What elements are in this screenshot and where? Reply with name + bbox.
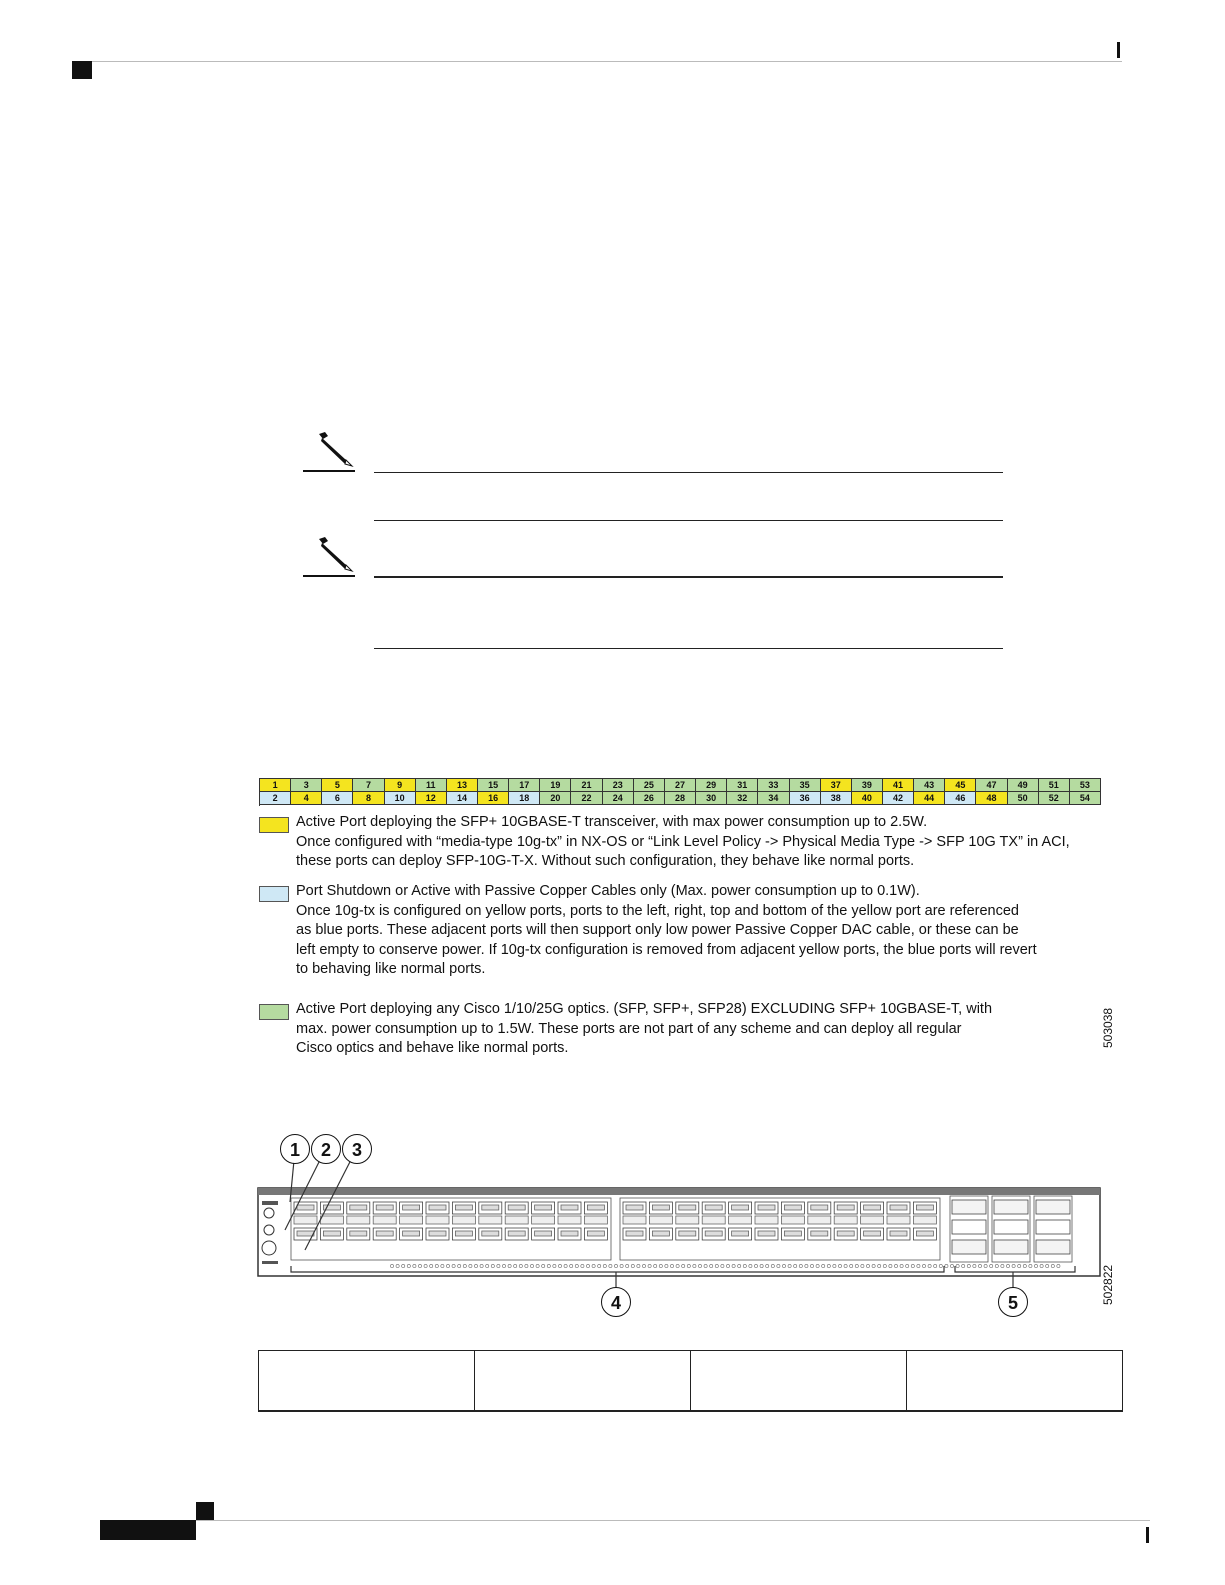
port-cell: 36 — [790, 792, 821, 805]
port-cell: 25 — [634, 779, 665, 792]
port-cell: 33 — [758, 779, 789, 792]
legend-swatch-blue — [259, 886, 289, 902]
footer-tick — [1146, 1527, 1149, 1543]
footer-marker — [196, 1502, 214, 1520]
table-cell — [907, 1351, 1122, 1410]
port-cell: 13 — [447, 779, 478, 792]
footer-rule — [100, 1520, 1150, 1521]
legend-line: Once 10g-tx is configured on yellow ports, ports to the left, right, top and bottom of the yellow port are referenced — [296, 902, 1019, 919]
callout-1: 1 — [280, 1134, 310, 1164]
header-rule — [72, 61, 1122, 62]
port-cell: 44 — [914, 792, 945, 805]
table-cell — [259, 1351, 475, 1410]
port-map-grid — [259, 778, 1101, 806]
port-cell: 12 — [416, 792, 447, 805]
port-cell: 2 — [260, 792, 291, 805]
port-cell: 32 — [727, 792, 758, 805]
port-cell: 51 — [1039, 779, 1070, 792]
legend-blue-text — [296, 882, 1106, 980]
port-cell: 40 — [852, 792, 883, 805]
port-cell: 54 — [1070, 792, 1101, 805]
port-cell: 49 — [1008, 779, 1039, 792]
port-cell: 23 — [603, 779, 634, 792]
legend-figure-id: 503038 — [1101, 1007, 1115, 1048]
port-cell: 48 — [976, 792, 1007, 805]
port-cell: 45 — [945, 779, 976, 792]
qsfp-port-cages — [950, 1196, 1072, 1262]
port-cell: 46 — [945, 792, 976, 805]
note-pencil-icon — [316, 535, 358, 575]
legend-line: these ports can deploy SFP-10G-T-X. Without such configuration, they behave like normal ports. — [296, 853, 915, 869]
legend-line: Once configured with “media-type 10g-tx” in NX-OS or “Link Level Policy -> Physical Media Type -> SFP 10G TX” in ACI, — [296, 833, 1070, 850]
port-cell: 29 — [696, 779, 727, 792]
legend-swatch-yellow — [259, 817, 289, 833]
port-cell: 27 — [665, 779, 696, 792]
port-cell: 3 — [291, 779, 322, 792]
note-pencil-icon — [316, 430, 358, 470]
port-cell: 31 — [727, 779, 758, 792]
legend-line: Cisco optics and behave like normal ports. — [296, 1040, 569, 1056]
port-cell: 28 — [665, 792, 696, 805]
callout-5: 5 — [998, 1287, 1028, 1317]
legend-line: Active Port deploying any Cisco 1/10/25G optics. (SFP, SFP+, SFP28) EXCLUDING SFP+ 10GBASE-T, with — [296, 1001, 993, 1017]
port-cell: 34 — [758, 792, 789, 805]
port-cell: 37 — [821, 779, 852, 792]
port-cell: 1 — [260, 779, 291, 792]
table-cell — [691, 1351, 907, 1410]
port-cell: 24 — [603, 792, 634, 805]
legend-line: to behaving like normal ports. — [296, 961, 486, 977]
port-cell: 43 — [914, 779, 945, 792]
port-cell: 9 — [385, 779, 416, 792]
port-cell: 41 — [883, 779, 914, 792]
callout-table — [258, 1350, 1123, 1412]
header-tick — [1117, 42, 1120, 58]
port-cell: 26 — [634, 792, 665, 805]
port-cell: 16 — [478, 792, 509, 805]
legend-swatch-green — [259, 1004, 289, 1020]
note-top-rule — [374, 472, 1003, 473]
callout-4: 4 — [601, 1287, 631, 1317]
legend-line: Port Shutdown or Active with Passive Copper Cables only (Max. power consumption up to 0.1W). — [296, 883, 920, 899]
port-cell: 21 — [571, 779, 602, 792]
callout-3: 3 — [342, 1134, 372, 1164]
legend-yellow-text — [296, 813, 1106, 872]
port-cell: 52 — [1039, 792, 1070, 805]
port-cell: 7 — [353, 779, 384, 792]
port-cell: 30 — [696, 792, 727, 805]
legend-line: as blue ports. These adjacent ports will then support only low power Passive Copper DAC cable, or these can be — [296, 922, 1019, 938]
port-cell: 50 — [1008, 792, 1039, 805]
header-marker — [72, 61, 92, 79]
port-cell: 18 — [509, 792, 540, 805]
legend-line: left empty to conserve power. If 10g-tx configuration is removed from adjacent yellow ports, the blue ports will revert — [296, 941, 1037, 958]
port-cell: 35 — [790, 779, 821, 792]
port-cell: 53 — [1070, 779, 1101, 792]
port-cell: 39 — [852, 779, 883, 792]
legend-green-text — [296, 1000, 1106, 1059]
port-cell: 17 — [509, 779, 540, 792]
note-icon-underline — [303, 575, 355, 577]
port-cell: 15 — [478, 779, 509, 792]
port-cell: 8 — [353, 792, 384, 805]
port-cell: 38 — [821, 792, 852, 805]
port-cell: 42 — [883, 792, 914, 805]
note-bottom-rule — [374, 648, 1003, 649]
port-cell: 22 — [571, 792, 602, 805]
note-top-rule — [374, 576, 1003, 578]
switch-figure-id: 502822 — [1101, 1264, 1115, 1305]
note-icon-underline — [303, 470, 355, 472]
port-cell: 5 — [322, 779, 353, 792]
port-cell: 19 — [540, 779, 571, 792]
port-cell: 4 — [291, 792, 322, 805]
table-cell — [475, 1351, 691, 1410]
port-cell: 14 — [447, 792, 478, 805]
callout-2: 2 — [311, 1134, 341, 1164]
port-cell: 20 — [540, 792, 571, 805]
port-cell: 11 — [416, 779, 447, 792]
legend-line: max. power consumption up to 1.5W. These ports are not part of any scheme and can deploy all regular — [296, 1020, 962, 1037]
footer-page-tab — [100, 1520, 196, 1540]
port-cell: 10 — [385, 792, 416, 805]
port-cell: 47 — [976, 779, 1007, 792]
switch-front-panel-diagram — [250, 1130, 1120, 1330]
port-cell: 6 — [322, 792, 353, 805]
legend-line: Active Port deploying the SFP+ 10GBASE-T transceiver, with max power consumption up to 2.5W. — [296, 814, 928, 830]
note-bottom-rule — [374, 520, 1003, 521]
